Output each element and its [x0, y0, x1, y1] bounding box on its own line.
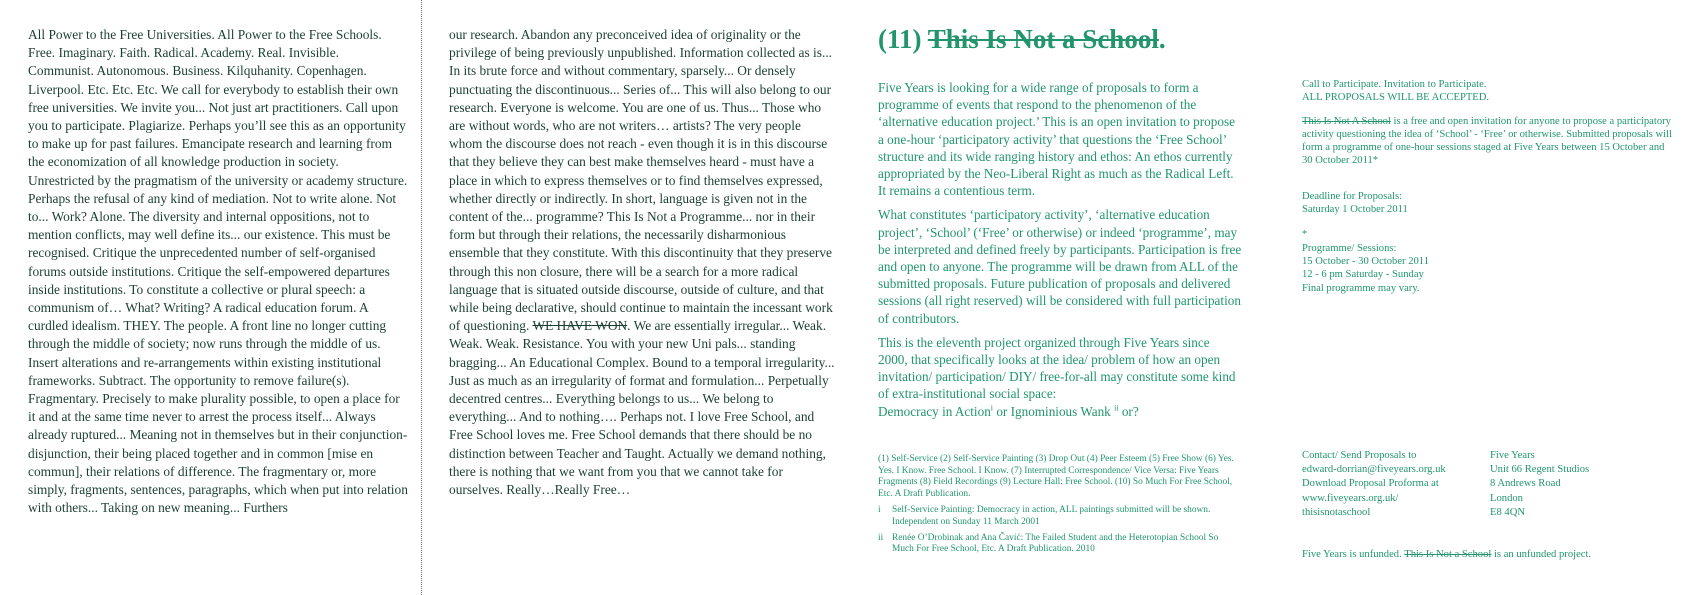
manifesto-text-part-b: . We are essentially irregular... Weak. Weak. Weak. Resistance. You with your new Uni pals... standing bragging... An Educational Complex. Bound to a temporal irregularity... Just as much as an irregularity of format and formulation... Perpetually decentred centres... Everything belongs to us... We belong to everything... And to nothing…. Perhaps not. I love Free School, and Free School loves me. Free School demands that there should be no distinction between Teacher and Taught. Actually we demand nothing, there is nothing that we want from you that we cannot take for ourselves. Really…Really Free…	[449, 318, 835, 498]
deadline-block	[1302, 190, 1672, 217]
footnote-ii	[878, 533, 1238, 556]
footnote-ref-ii: ii	[1114, 403, 1119, 413]
footnotes	[878, 454, 1238, 556]
proforma-url-part-2[interactable]: thisisnotaschool	[1302, 506, 1371, 518]
programme-block	[1302, 228, 1672, 294]
address-city: London	[1490, 492, 1523, 504]
wank-text: or Ignominious Wank	[993, 403, 1115, 419]
address-postcode: E8 4QN	[1490, 506, 1526, 518]
programme-dates: 15 October - 30 October 2011	[1302, 255, 1429, 267]
center-fold-divider	[421, 0, 422, 595]
programme-note: Final programme may vary.	[1302, 282, 1420, 294]
body-paragraph-1: Five Years is looking for a wide range of proposals to form a programme of events that respond to the phenomenon of the ‘alternative education project.’ This is an open invitation to propose a one-hour ‘participatory activity’ that questions the ‘Free School’ structure and its wide ranging history and ethos: An ethos currently appropriated by the Neo-Liberal Right as much as the Radical Left. It remains a contentious term.	[878, 80, 1235, 199]
invite-text: is a free and open invitation for anyone to propose a participatory activity questioning the idea of ‘School’ - ‘Free’ or otherwise. Submitted proposals will form a programme of one-hour sessions staged at Five Years between 15 October and 30 October 2011*	[1302, 115, 1673, 167]
programme-label: Programme/ Sessions:	[1302, 242, 1397, 254]
page-title	[878, 22, 1166, 56]
title-number: (11)	[878, 24, 928, 54]
manifesto-text-part-a: our research. Abandon any preconceived idea of originality or the privilege of being previously unpublished. Information collected as is... In its brute force and without commentary, sparsely... Or densely punctuating the discontinuous... Series of... This will also belong to our research. Everyone is welcome. You are one of us. Thus... Those who are without words, who are not writers… artists? The very people whom the discourse does not reach - even though it is in this discourse that they believe they can best make themselves heard - must have a place in which to express themselves or to find themselves expressed, whether directly or indirectly. In short, language is given not in the content of the... programme? This Is Not a Programme... nor in their form but through their relations, the necessarily disharmonious ensemble that they constitute. With this discontinuity that they preserve through this non closure, there will be a search for a more radical language that is situated outside discourse, outside of culture, and that while being declarative, should continue to maintain the incessant work of questioning.	[449, 27, 833, 334]
unfunded-statement	[1302, 548, 1591, 561]
asterisk-mark: *	[1302, 229, 1308, 241]
unfunded-struck: This Is Not a School	[1404, 549, 1492, 560]
unfunded-text-b: is an unfunded project.	[1491, 549, 1592, 560]
deadline-date: Saturday 1 October 2011	[1302, 204, 1408, 216]
invite-paragraph	[1302, 115, 1672, 168]
address-line-1: Unit 66 Regent Studios	[1490, 464, 1590, 476]
call-line-1: Call to Participate. Invitation to Participate.	[1302, 79, 1487, 90]
download-label: Download Proposal Proforma at	[1302, 478, 1439, 490]
manifesto-column-right	[449, 26, 837, 499]
contact-block	[1302, 449, 1482, 520]
contact-email[interactable]: edward-dorrian@fiveyears.org.uk	[1302, 464, 1446, 476]
democracy-text: Democracy in Action	[878, 403, 991, 419]
unfunded-text-a: Five Years is unfunded.	[1302, 549, 1405, 560]
contact-label: Contact/ Send Proposals to	[1302, 450, 1417, 461]
footnote-ii-text: Renée O’Drobinak and Ana Čavić: The Failed Student and the Heterotopian School So Much For Free School, Etc. A Draft Publication. 2010	[892, 532, 1219, 555]
footnote-i	[878, 505, 1238, 528]
footnote-ii-mark: ii	[878, 532, 884, 543]
project-list: (1) Self-Service (2) Self-Service Painting (3) Drop Out (4) Peer Esteem (5) Free Show (6) Yes. Yes. I Know. Free School. I Know. (7) Interrupted Correspondence/ Vice Versa: Five Years Fragments (8) Field Recordings (9) Lecture Hall: Free School. (10) So Much For Free School, Etc. A Draft Publication.	[878, 454, 1234, 499]
address-line-2: 8 Andrews Road	[1490, 478, 1561, 490]
footnote-ref-i: i	[990, 403, 994, 413]
invite-struck: This Is Not A School	[1302, 115, 1391, 127]
footnote-i-text: Self-Service Painting: Democracy in action, ALL paintings submitted will be shown. Independent on Sunday 11 March 2001	[892, 505, 1211, 527]
title-struck-text: This Is Not a School	[927, 24, 1159, 54]
programme-hours: 12 - 6 pm Saturday - Sunday	[1302, 269, 1424, 281]
proforma-url-part-1[interactable]: www.fiveyears.org.uk/	[1302, 492, 1399, 504]
title-period: .	[1158, 24, 1166, 54]
struck-we-have-won: WE HAVE WON	[532, 318, 628, 334]
manifesto-column-left: All Power to the Free Universities. All Power to the Free Schools. Free. Imaginary. Faith. Radical. Academy. Real. Invisible. Communist. Autonomous. Business. Kilquhanity. Copenhagen. Liverpool. Etc. Etc. Etc. We call for everybody to establish their own free universities. We invite you... Not just art practitioners. Call upon you to participate. Plagiarize. Perhaps you’ll see this as an opportunity to make up for past failures. Emancipate research and learning from the economization of all knowledge production in society. Unrestricted by the pragmatism of the university or academy structure. Perhaps the refusal of any kind of mediation. Not to write alone. Not to... Work? Alone. The diversity and internal oppositions, not to mention conflicts, may well define its... our existence. This must be recognised. Critique the unprecedented number of self-organised forums outside institutions. Critique the self-empowered departures inside institutions. To constitute a collective or plural speech: a communism of… What? Writing? A radical education forum. A curdled idealism. THEY. The people. A front line no longer cutting through the middle of society; now runs through the middle of us. Insert alterations and re-arrangements within existing institutional frameworks. Subtract. The opportunity to remove failure(s). Fragmentary. Precisely to make plurality possible, to open a place for it and at the same time never to arrest the process itself... Always already ruptured... Meaning not in themselves but in their conjunction-disjunction, their being placed together and in common [mise en commun], their relations of difference. The fragmentary or, more simply, fragments, sentences, paragraphs, which when put into relation with others... Taking on new meaning... Furthers	[28, 27, 408, 516]
address-block	[1490, 449, 1670, 520]
invitation-body	[878, 79, 1242, 427]
or-text: or?	[1118, 403, 1139, 419]
address-name: Five Years	[1490, 450, 1535, 461]
call-to-participate	[1302, 78, 1672, 295]
deadline-label: Deadline for Proposals:	[1302, 190, 1403, 202]
body-paragraph-3	[878, 334, 1242, 420]
body-paragraph-2: What constitutes ‘participatory activity’, ‘alternative education project’, ‘School’ (‘Free’ or otherwise) or indeed ‘programme’, may be interpreted and defined freely by participants. Participation is free and open to anyone. The programme will be drawn from ALL of the submitted proposals. Future publication of proposals and delivered sessions (all right reserved) will be considered with full participation of contributors.	[878, 207, 1242, 326]
call-line-2: ALL PROPOSALS WILL BE ACCEPTED.	[1302, 92, 1490, 104]
footnote-i-mark: i	[878, 505, 881, 516]
body-paragraph-3-text: This is the eleventh project organized through Five Years since 2000, that specifically looks at the idea/ problem of how an open invitation/ participation/ DIY/ free-for-all may constitute some kind of extra-institutional social space:	[878, 334, 1236, 402]
call-heading	[1302, 78, 1672, 105]
